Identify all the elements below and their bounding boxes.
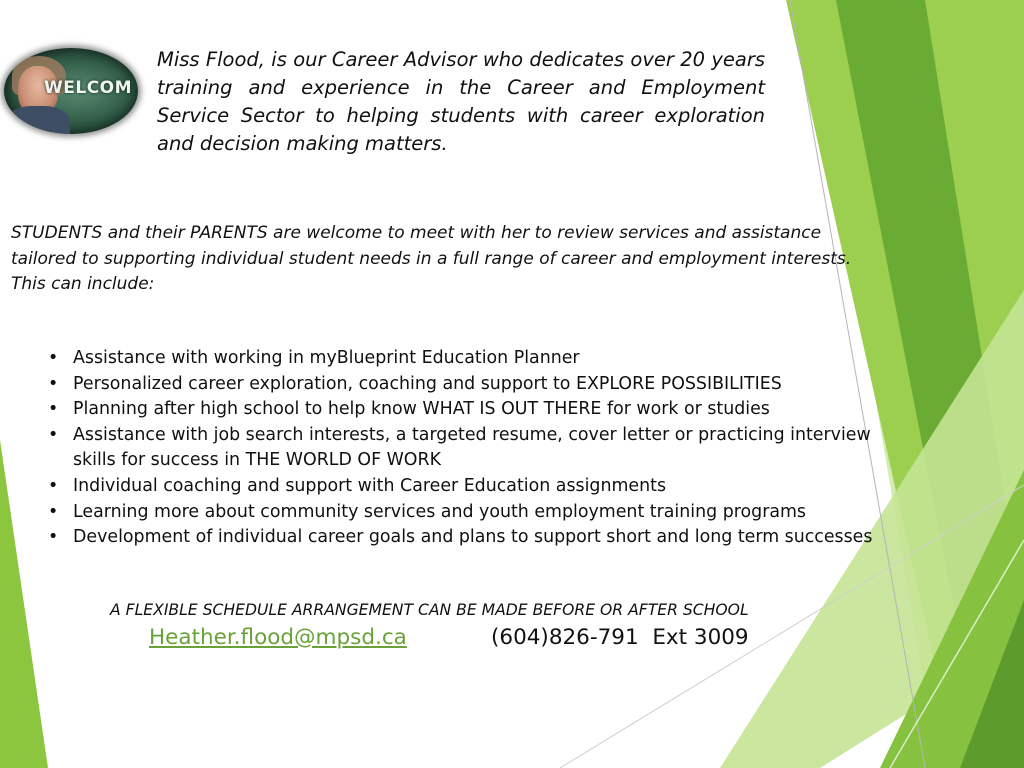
list-item: • Development of individual career goals and plans to support short and long term successes — [46, 525, 886, 551]
welcome-paragraph — [11, 221, 871, 298]
list-item: • Planning after high school to help know WHAT IS OUT THERE for work or studies — [46, 397, 886, 423]
schedule-note: A FLEXIBLE SCHEDULE ARRANGEMENT CAN BE MADE BEFORE OR AFTER SCHOOL — [110, 601, 749, 619]
welcome-lead-in: This can include: — [11, 274, 155, 294]
list-item: • Learning more about community services and youth employment training programs — [46, 500, 886, 526]
list-item: • Personalized career exploration, coaching and support to EXPLORE POSSIBILITIES — [46, 372, 886, 398]
list-item: • Assistance with job search interests, a targeted resume, cover letter or practicing interview skills for success in THE WORLD OF WORK — [46, 423, 886, 474]
advisor-photo — [4, 48, 138, 134]
photo-body — [6, 106, 70, 134]
list-item: • Individual coaching and support with Career Education assignments — [46, 474, 886, 500]
email-link[interactable]: Heather.flood@mpsd.ca — [149, 625, 407, 650]
welcome-text: STUDENTS and their PARENTS are welcome to meet with her to review services and assistance tailored to supporting individual student needs in a full range of career and employment interests. — [11, 223, 852, 269]
left-green-wedge — [0, 440, 48, 768]
photo-welcome-sign: WELCOM — [44, 78, 133, 98]
advisor-intro-paragraph: Miss Flood, is our Career Advisor who dedicates over 20 years training and experience in the Career and Employment Service Sector to helping students with career exploration and decision making matters. — [157, 48, 765, 155]
services-list — [46, 346, 886, 551]
list-item: • Assistance with working in myBlueprint Education Planner — [46, 346, 886, 372]
phone-number: (604)826-791 Ext 3009 — [491, 625, 749, 650]
